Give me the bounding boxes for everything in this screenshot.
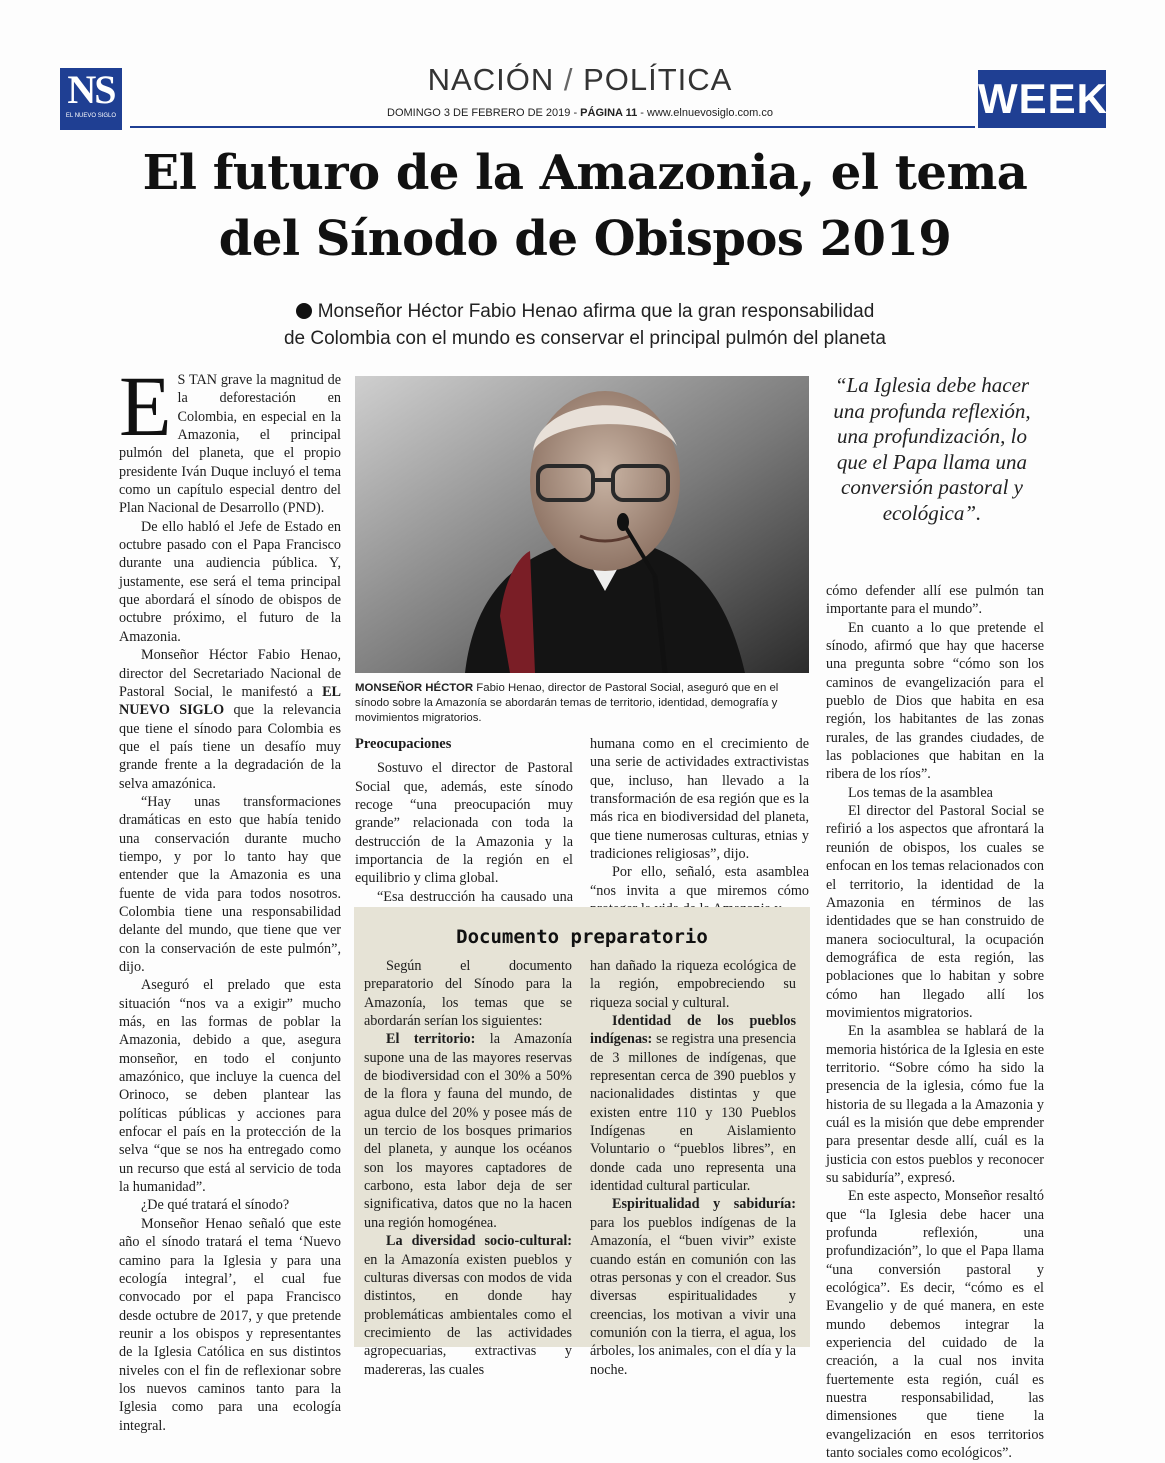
topic-text: la Amazonía supone una de las mayores reservas de biodiversidad con el 30% a 50% de la flora y fauna del mundo, de agua dulce del 20% y posee más de un tercio de los bosques primarios del planeta, y aunque los océanos son los mayores captadores de carbono, esta labor deja de ser significativa, datos que no la hacen una región homogénea. [364,1031,572,1231]
drop-cap: E [119,358,172,454]
paragraph: Monseñor Henao señaló que este año el sínodo tratará el tema ‘Nuevo camino para la Iglesia y para una ecología integral’, el cual fue convocado por el papa Francisco desde octubre de 2017, y que pretende reunir a los obispos y representantes de la Iglesia Católica en sus distintos niveles con el fin de reflexionar sobre los nuevos caminos tanto para la Iglesia como para una ecología integral. [119,1215,341,1434]
article-column-1 [119,358,341,1435]
paragraph-text: que la relevancia que tiene el sínodo para Colombia es que el país tiene un desafío muy grande frente a la degradación de la selva amazónica. [119,702,341,792]
section-heading: Preocupaciones [355,736,452,752]
paragraph [364,1232,572,1379]
dateline [300,107,860,119]
paragraph [364,1030,572,1232]
topic-label: El territorio: [386,1031,476,1048]
dateline-page: PÁGINA 11 [580,107,638,119]
paragraph [590,1012,796,1195]
section-title: NACIÓN / POLÍTICA [427,62,733,97]
topic-label: Identidad de los pueblos indígenas: [590,1013,796,1048]
subhead-line-1: Monseñor Héctor Fabio Henao afirma que la gran responsabilidad [317,301,875,322]
paragraph: humana como en el crecimiento de una serie de actividades extractivistas que, incluso, han llevado a la transformación de esa región que es la más rica en biodiversidad del planeta, que tiene numerosas culturas, etnias y tradiciones religiosas”, dijo. [590,736,809,863]
paragraph: En cuanto a lo que pretende el sínodo, afirmó que hay que hacerse una pregunta sobre “cómo son los caminos de evangelización para el pueblo de Dios que habita en esa región, los habitantes de las zonas rurales, de las grandes ciudades, de las poblaciones que habitan en la ribera de los ríos”. [826,619,1044,783]
paragraph: De ello habló el Jefe de Estado en octubre pasado con el Papa Francisco durante una audiencia pública. Y, justamente, ese será el tema principal que abordará el sínodo de obispos de octubre próximo, el futuro de la Amazonia. [119,518,341,645]
el-nuevo-siglo-logo [60,68,122,130]
subheading: ¿De qué tratará el sínodo? [141,1197,290,1214]
article-column-2 [355,735,573,924]
dateline-date: DOMINGO 3 DE FEBRERO DE 2019 - [387,107,581,119]
topic-text: en la Amazonía existen pueblos y culturas diversas con modos de vida distintos, en donde hay problemáticas ambientales como el crecimiento de las actividades agropecuarias, extractivas y madereras, las cuales [364,1251,572,1378]
portrait-illustration [355,376,809,673]
paragraph: cómo defender allí ese pulmón tan importante para el mundo”. [826,583,1044,618]
bullet-icon [296,303,312,319]
monsignor-photo [355,376,809,673]
box-column-1 [364,957,572,1379]
subhead-line-2: de Colombia con el mundo es conservar el principal pulmón del planeta [283,328,887,349]
paragraph: Sostuvo el director de Pastoral Social que, además, este sínodo recoge “una preocupación muy grande” relacionada con toda la destrucción de la Amazonia y la importancia de la región en el equilibrio y clima global. [355,760,573,887]
topic-text: se registra una presencia de 3 millones de indígenas, que representan cerca de 390 pueblos y nacionalidades distintas y que existen entre 110 y 130 Pueblos Indígenas en Aislamiento Voluntario o “pueblos libres”, en donde cada uno representa una identidad cultural particular. [590,1031,796,1195]
paragraph: El director del Pastoral Social se refirió a los aspectos que afrontará la reunión de obispos, los cuales se enfocan en los temas relacionados con el territorio, la identidad de la Amazonia en términos de las identidades que se han construido de manera sociocultural, la ocupación demográfica de esta región, las poblaciones que lo habitan y sobre cómo han llegado allí los movimientos migratorios. [826,803,1044,1021]
paragraph: Por ello, señaló, esta asamblea “nos invita a que miremos cómo [590,864,809,899]
paragraph: “Esa destrucción ha causado una [377,888,573,905]
caption-lead: MONSEÑOR HÉCTOR [355,682,474,694]
header-rule [130,126,975,128]
logo-ns-subtext: EL NUEVO SIGLO [65,113,117,119]
paragraph-text: Monseñor Héctor Fabio Henao, director del Secretariado Nacional de Pastoral Social, le manifestó a [119,647,341,700]
dateline-url: - www.elnuevosiglo.com.co [637,107,773,119]
pull-quote: “La Iglesia debe hacer una profunda reflexión, una profundización, lo que el Papa llama una conversión pastoral y ecológica”. [833,373,1031,525]
topic-label: Espiritualidad y sabiduría: [612,1196,796,1213]
paragraph: han dañado la riqueza ecológica de la región, empobreciendo su riqueza social y cultural. [590,958,796,1011]
article-column-4 [826,582,1044,1463]
paragraph: En la asamblea se hablará de la memoria histórica de la Iglesia en este territorio. “Sobre cómo ha sido la presencia de la iglesia, cómo fue la historia de su llegada a la Amazonia y cuál es la misión que debe emprender para presentar desde allí, cuál es la justicia con estos pueblos y reconocer su sabiduría”, expresó. [826,1023,1044,1186]
paragraph: S TAN grave la magnitud de la deforestación en Colombia, en especial en la Amazonia, el principal pulmón del planeta, que el propio presidente Iván Duque incluyó el tema como un capítulo especial dentro del Plan Nacional de Desarrollo (PND). [119,372,341,517]
headline [60,140,1110,272]
paragraph: En este aspecto, Monseñor resaltó que “la Iglesia debe hacer una profunda reflexión, una profundización”, lo que el Papa llama “una conversión pastoral y ecológica”. Es decir, “cómo es el Evangelio y de qué manera, en este mundo debemos integrar la experiencia del cuidado de la creación, a la cual nos invita fuertemente esta región, cuál es nuestra responsabilidad, las dimensiones que tiene la evangelización en esos territorios tanto sociales como ecológicos”. [826,1188,1044,1462]
newspaper-name: EL NUEVO SIGLO [119,683,341,719]
box-title: Documento preparatorio [456,926,708,948]
headline-line-1: El futuro de la Amazonia, el tema [142,145,1028,201]
paragraph [119,646,341,793]
section-name: NACIÓN [427,62,555,97]
logo-ns-text: NS [67,67,115,112]
week-logo: WEEK [978,70,1106,128]
article-column-3 [590,735,809,918]
subhead [190,298,980,352]
paragraph [590,1195,796,1378]
topic-text: para los pueblos indígenas de la Amazonía, el “buen vivir” existe cuando están en comunión con las otras personas y con el creador. Sus diversas espiritualidades y creencias, los motivan a vivir una comunión con la tierra, el agua, los árboles, los animales, con el día y la noche. [590,1214,796,1378]
topic-label: La diversidad socio-cultural: [386,1233,572,1250]
box-column-2 [590,957,796,1379]
photo-caption [355,681,810,726]
paragraph: Según el documento preparatorio del Sínodo para la Amazonía, los temas que se abordarán serían los siguientes: [364,958,572,1030]
subheading: Los temas de la asamblea [848,784,993,801]
caption-text: Fabio Henao, director de Pastoral Social, aseguró que en el sínodo sobre la Amazonía se abordarán temas de territorio, identidad, demografía y movimientos migratorios. [355,682,779,724]
section-subname: POLÍTICA [583,62,733,97]
headline-line-2: del Sínodo de Obispos 2019 [218,211,952,267]
paragraph: “Hay unas transformaciones dramáticas en esto que había tenido una conservación durante mucho tiempo, y por lo tanto hay que entender que la Amazonia es una fuente de vida para todos nosotros. Colombia tiene una responsabilidad delante del mundo, que tiene que ver con la conservación de este pulmón”, dijo. [119,793,341,975]
paragraph: Aseguró el prelado que esta situación “nos va a exigir” mucho más, en las formas de poblar la Amazonia, debido a que, asegura monseñor, en todo el conjunto amazónico, que incluye la cuenca del Orinoco, se deben plantear las políticas públicas y acciones para enfocar el país en la protección de la selva “que se nos ha entregado como un recurso que está al servicio de toda la humanidad”. [119,977,341,1196]
